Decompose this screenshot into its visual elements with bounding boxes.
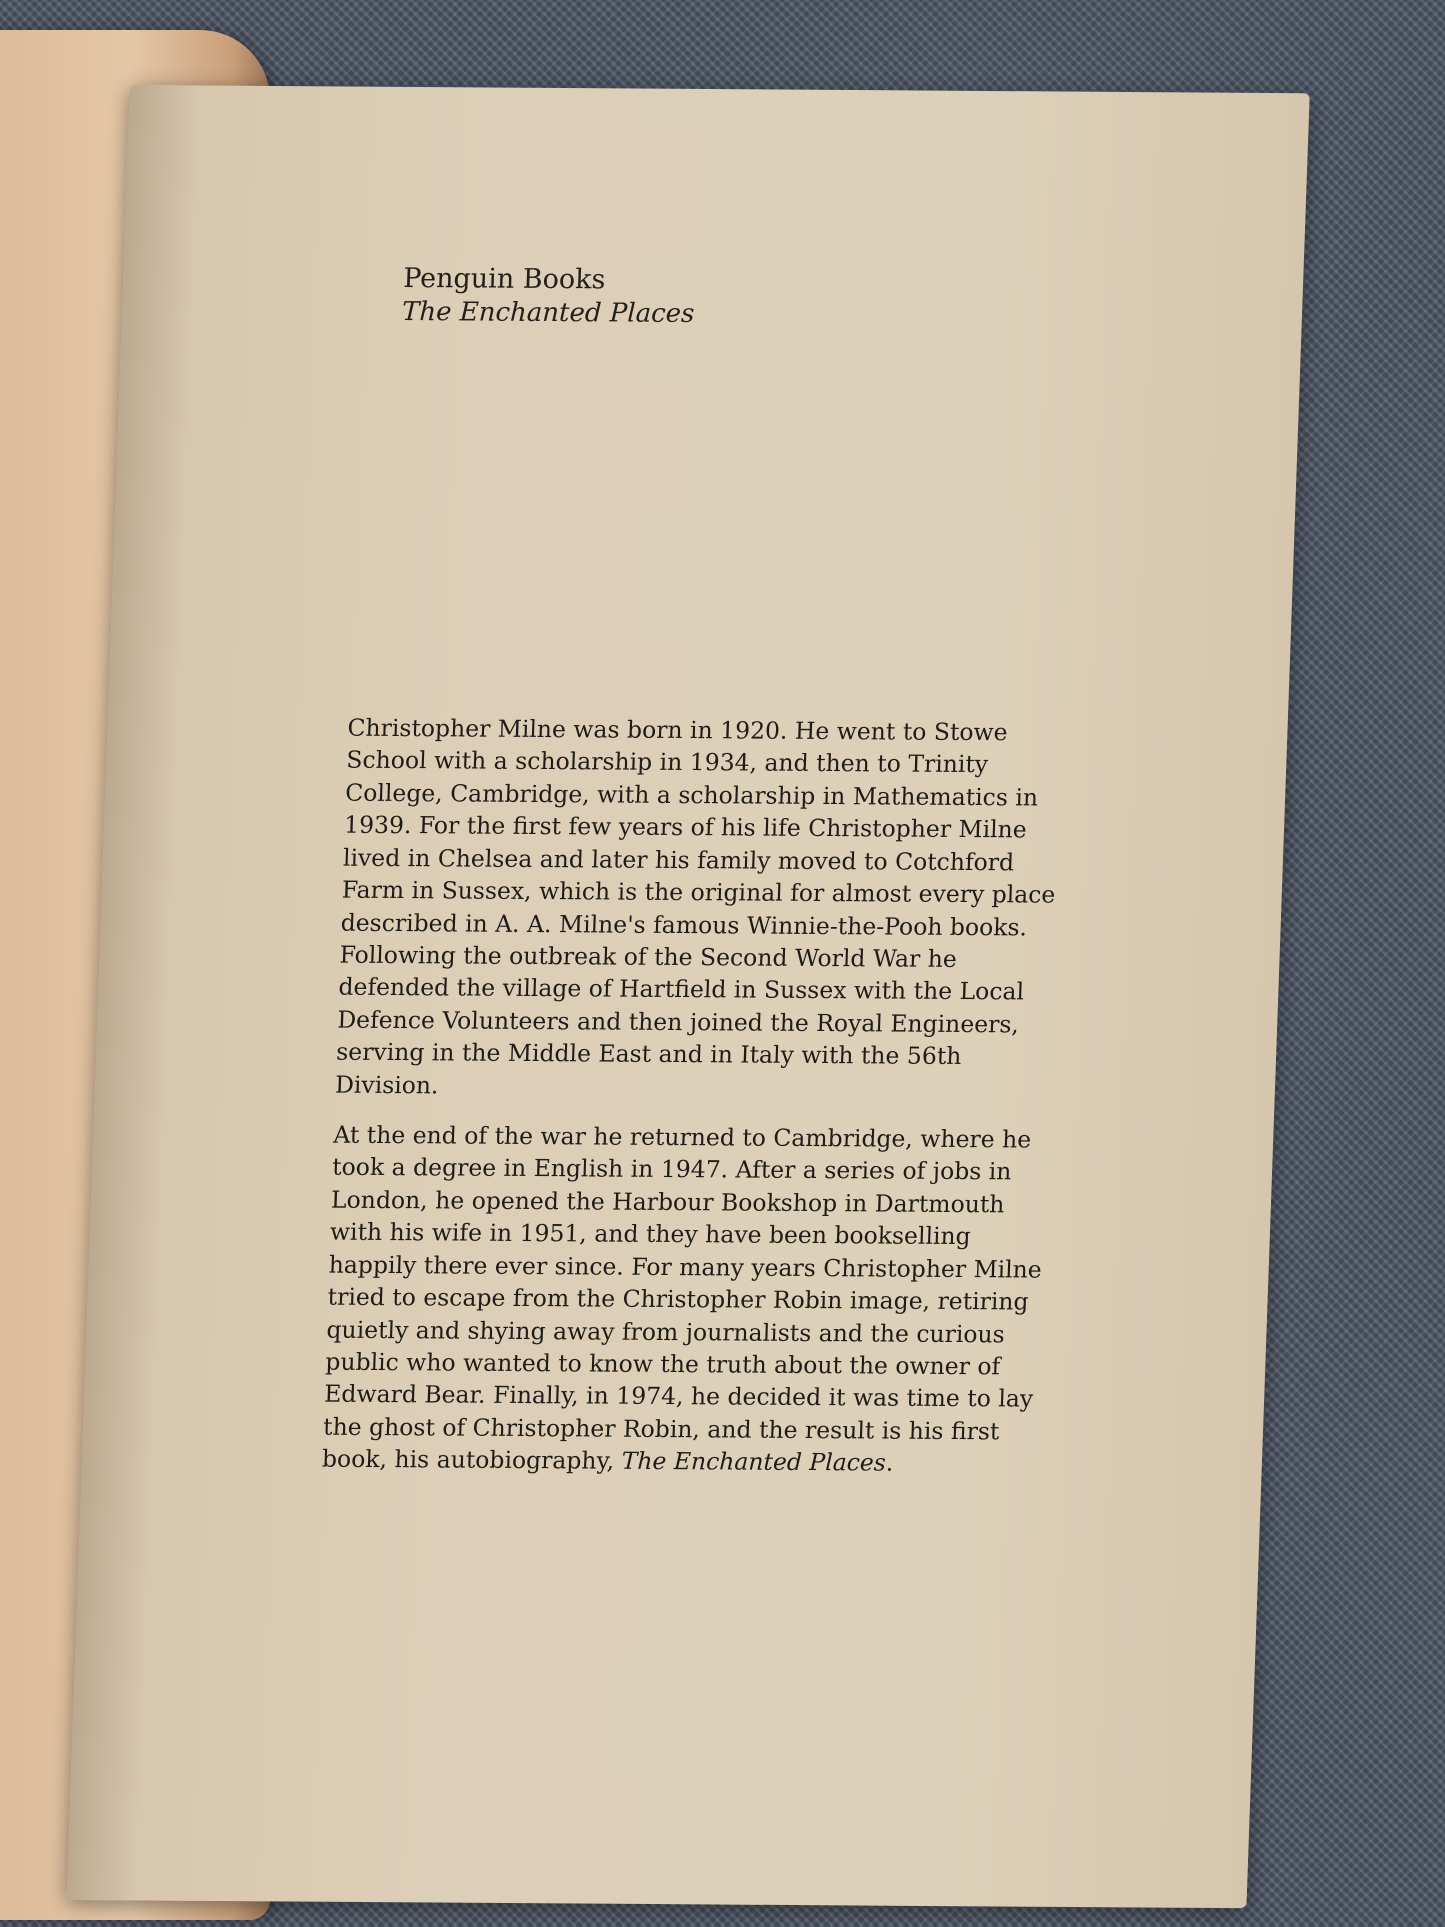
book-page bbox=[67, 85, 1310, 1908]
bio-paragraph-2-text: At the end of the war he returned to Cambridge, where he took a degree in English in 1947. After a series of jobs in London, he opened the Harbour Bookshop in Dartmouth with his wife in 1951, and they have been bookselling happily there ever since. For many years Christopher Milne tried to escape from the Christopher Robin image, retiring quietly and shying away from journalists and the curious public who wanted to know the truth about the owner of Edward Bear. Finally, in 1974, he decided it was time to lay the ghost of Christopher Robin, and the result is his first book, his autobiography, bbox=[321, 1120, 1043, 1476]
book-title: The Enchanted Places bbox=[401, 296, 695, 329]
bio-paragraph-2 bbox=[321, 1119, 1103, 1481]
author-biography bbox=[321, 712, 1117, 1481]
bio-book-title: The Enchanted Places bbox=[621, 1447, 887, 1477]
publisher-header bbox=[402, 262, 697, 330]
publisher-name: Penguin Books bbox=[402, 262, 606, 296]
bio-paragraph-2-end: . bbox=[885, 1448, 894, 1477]
bio-paragraph-1: Christopher Milne was born in 1920. He went to Stowe School with a scholarship in 1934, and then to Trinity College, Cambridge, with a scholarship in Mathematics in 1939. For the first few years of his life Christopher Milne lived in Chelsea and later his family moved to Cotchford Farm in Sussex, which is the original for almost every place described in A. A. Milne's famous Winnie-the-Pooh books. Following the outbreak of the Second World War he defended the village of Hartfield in Sussex with the Local Defence Volunteers and then joined the Royal Engineers, serving in the Middle East and in Italy with the 56th Division. bbox=[334, 713, 1056, 1100]
